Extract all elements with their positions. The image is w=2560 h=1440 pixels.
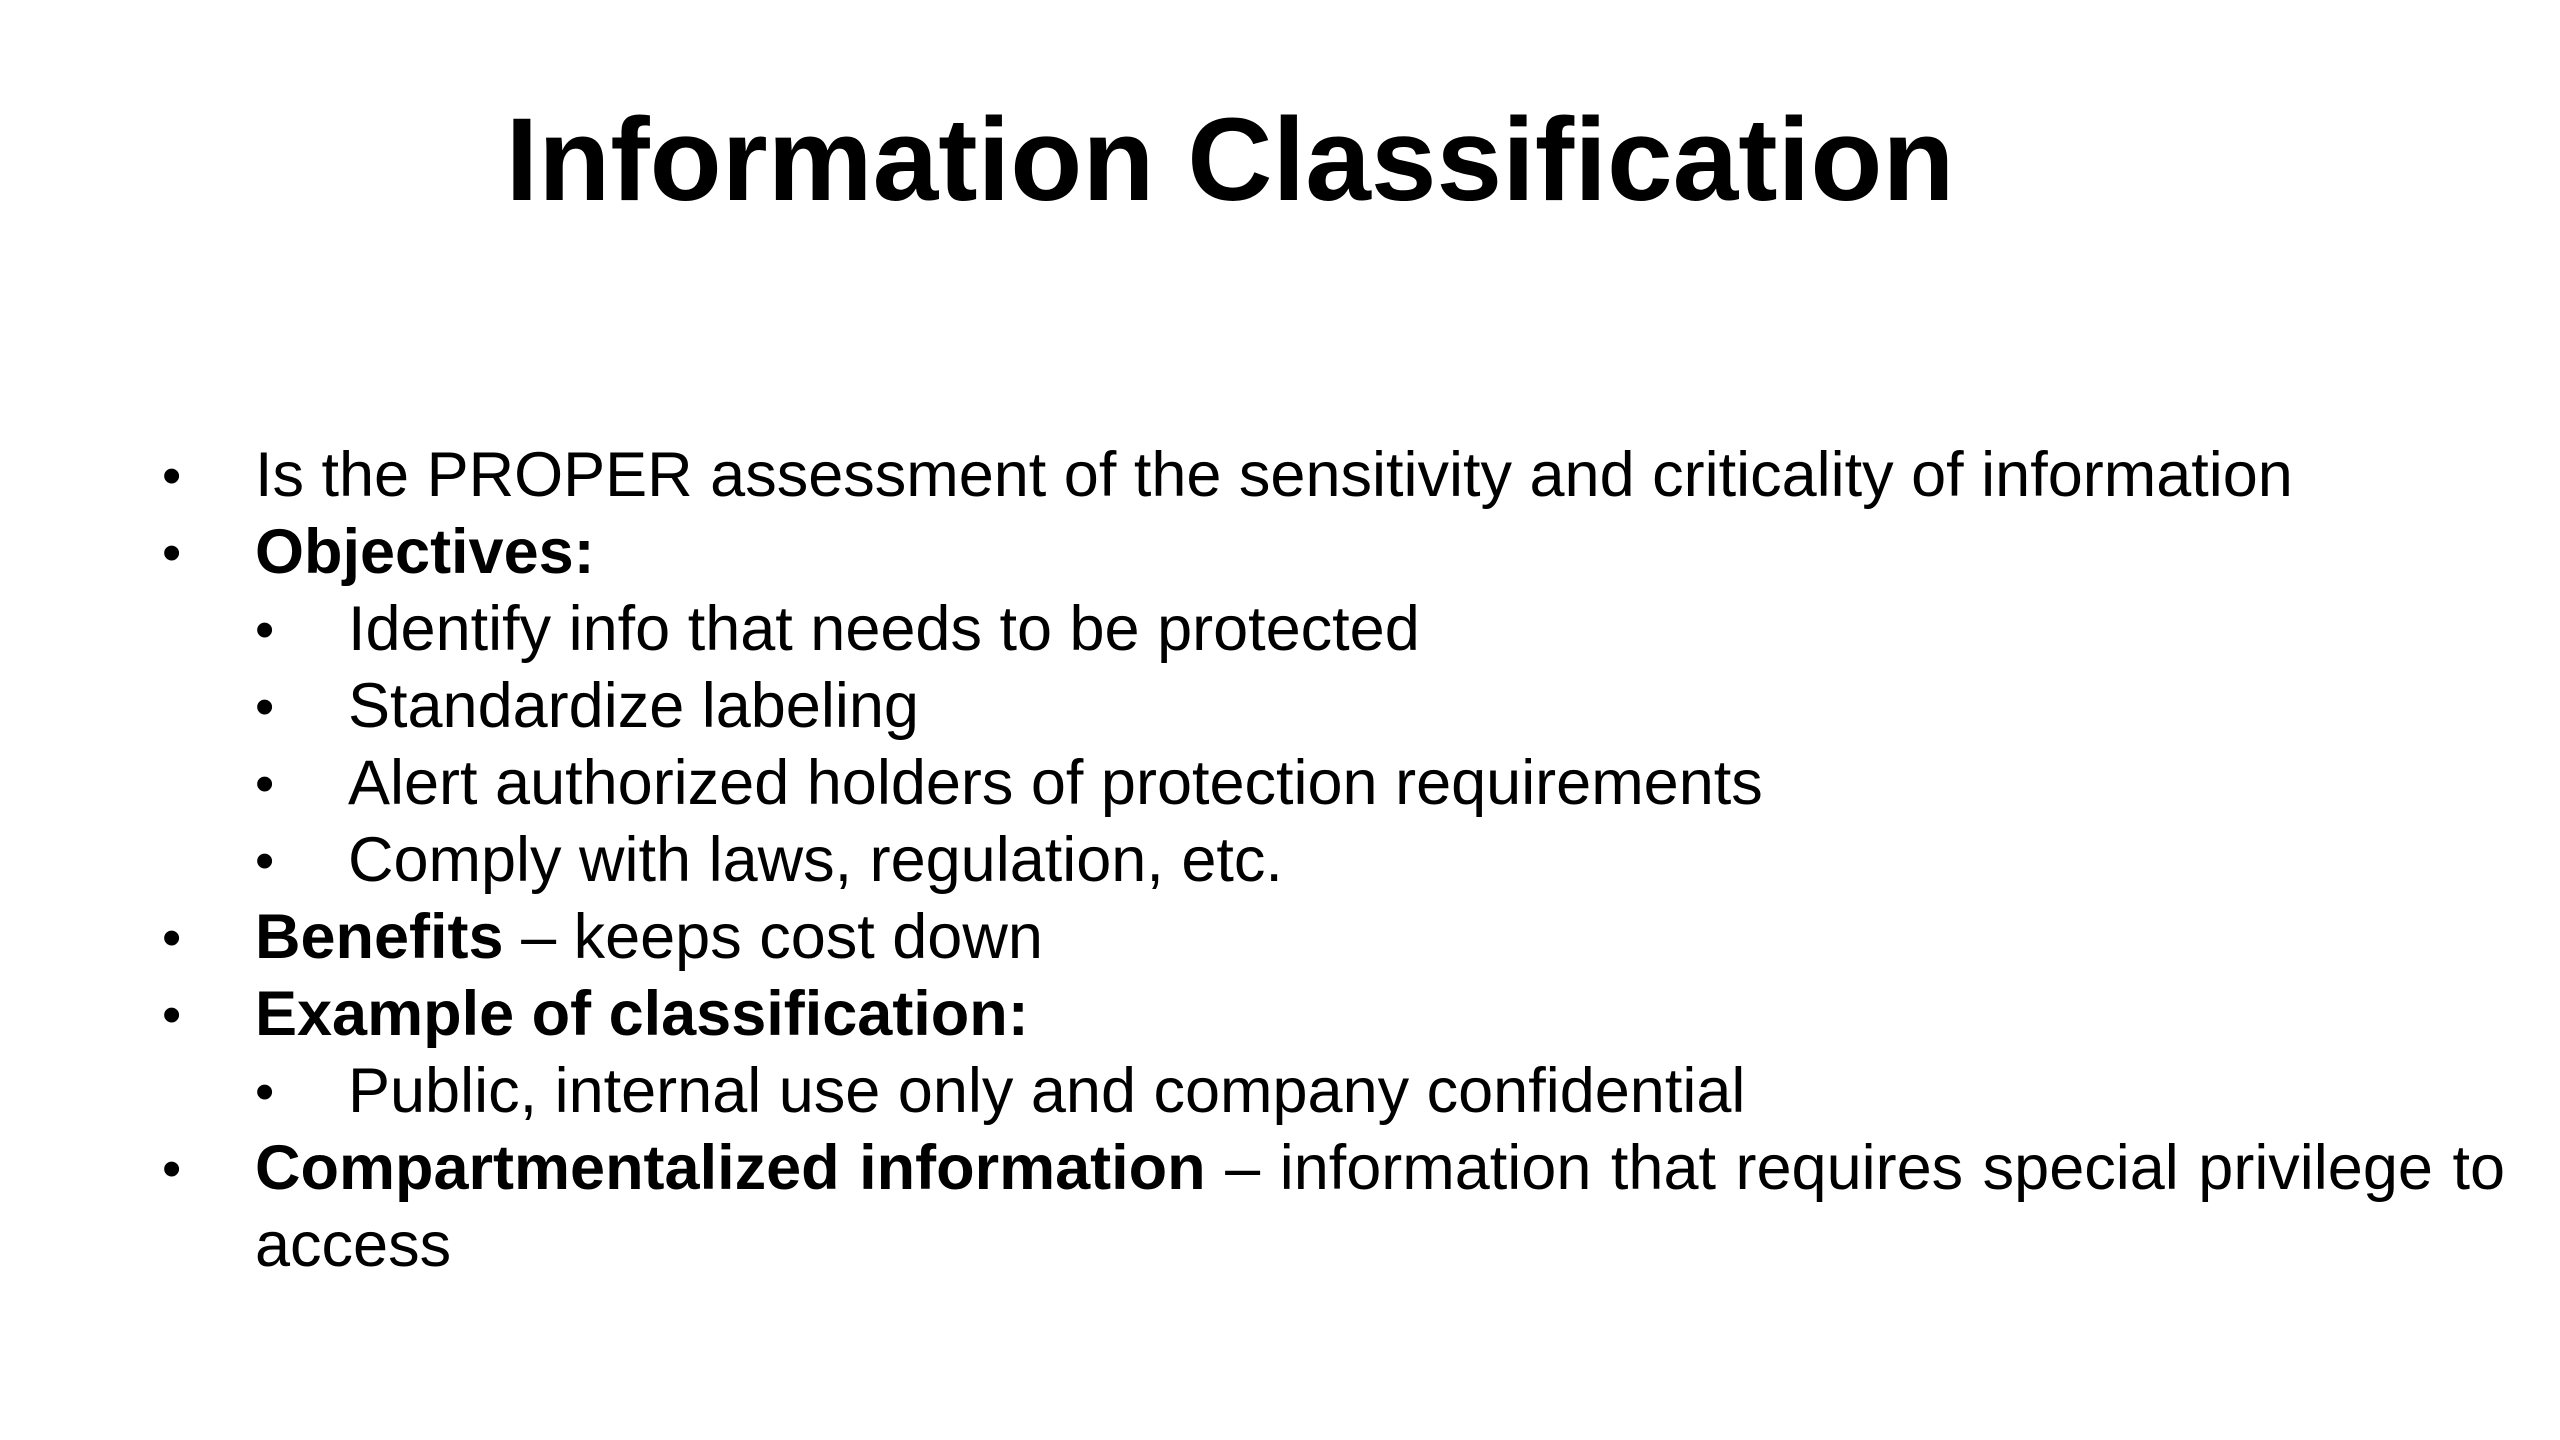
bullet-icon: • <box>255 829 275 891</box>
list-item-text <box>255 899 1043 976</box>
list-item-text <box>255 1130 2505 1284</box>
list-item-text: Is the PROPER assessment of the sensitivity and criticality of information <box>255 440 2293 510</box>
list-item-bold: Objectives: <box>255 517 595 587</box>
list-item-rest: – keeps cost down <box>503 902 1043 972</box>
sub-list-item <box>0 668 2560 745</box>
sub-list-item <box>0 591 2560 668</box>
list-item-text <box>255 514 595 591</box>
bullet-icon: • <box>255 752 275 814</box>
sub-list-item <box>0 745 2560 822</box>
bullet-icon: • <box>255 675 275 737</box>
list-item <box>0 899 2560 976</box>
sub-list-item <box>0 1053 2560 1130</box>
list-item-bold: Compartmentalized information <box>255 1133 1206 1203</box>
slide-title: Information Classification <box>505 94 1955 226</box>
bullet-icon: • <box>162 1137 182 1199</box>
sub-list-item-text: Standardize labeling <box>348 671 919 741</box>
list-item <box>0 976 2560 1053</box>
list-item-rest: – information that requires special privilege to access <box>255 1133 2505 1280</box>
sub-list-item-text: Alert authorized holders of protection requirements <box>348 748 1763 818</box>
sub-list-item-text: Public, internal use only and company confidential <box>348 1056 1746 1126</box>
bullet-icon: • <box>162 906 182 968</box>
sub-list-item <box>0 822 2560 899</box>
list-item <box>0 514 2560 591</box>
bullet-icon: • <box>162 444 182 506</box>
bullet-icon: • <box>162 521 182 583</box>
list-item-text <box>255 976 1029 1053</box>
bullet-icon: • <box>255 1060 275 1122</box>
sub-list-item-text: Identify info that needs to be protected <box>348 594 1420 664</box>
bullet-icon: • <box>162 983 182 1045</box>
list-item <box>0 437 2560 514</box>
list-item-bold: Example of classification: <box>255 979 1029 1049</box>
list-item-bold: Benefits <box>255 902 504 972</box>
bullet-icon: • <box>255 598 275 660</box>
list-item <box>0 1130 2560 1284</box>
bullet-list <box>0 437 2560 1284</box>
sub-list-item-text: Comply with laws, regulation, etc. <box>348 825 1283 895</box>
